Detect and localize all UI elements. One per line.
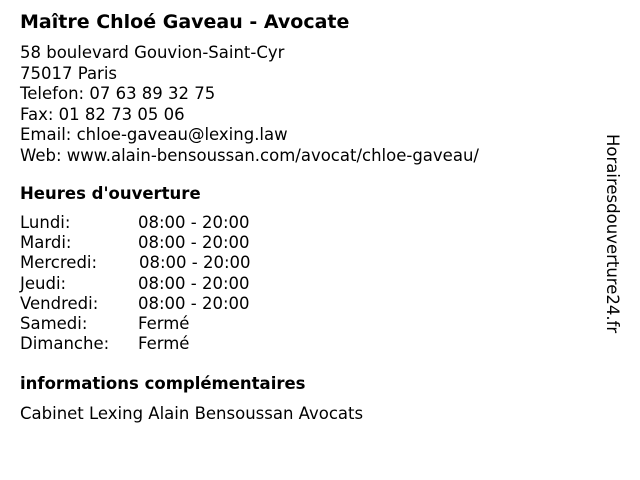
day-label: Jeudi: [20, 273, 67, 293]
street-address: 58 boulevard Gouvion-Saint-Cyr [20, 43, 285, 62]
time-value: 08:00 - 20:00 [138, 233, 250, 253]
phone-number: Telefon: 07 63 89 32 75 [20, 84, 216, 103]
day-label: Mercredi: [20, 253, 98, 273]
site-watermark: Horairesdouverture24.fr [603, 134, 622, 334]
day-label: Samedi: [20, 313, 88, 333]
time-value: Fermé [138, 334, 190, 354]
fax-number: Fax: 01 82 73 05 06 [20, 104, 185, 124]
day-label: Mardi: [20, 233, 72, 253]
additional-info-heading: informations complémentaires [20, 374, 306, 393]
opening-hours-heading: Heures d'ouverture [20, 184, 201, 203]
day-label: Lundi: [20, 213, 71, 232]
day-label: Vendredi: [20, 293, 99, 313]
time-value: 08:00 - 20:00 [138, 273, 250, 293]
city-address: 75017 Paris [20, 63, 118, 83]
time-value: 08:00 - 20:00 [138, 293, 250, 313]
time-value: Fermé [138, 313, 190, 333]
page-title: Maître Chloé Gaveau - Avocate [20, 11, 350, 33]
website-link: Web: www.alain-bensoussan.com/avocat/chloe-gaveau/ [20, 145, 479, 165]
email-address: Email: chloe-gaveau@lexing.law [20, 125, 288, 144]
day-label: Dimanche: [20, 334, 110, 354]
additional-info-text: Cabinet Lexing Alain Bensoussan Avocats [20, 404, 364, 423]
contact-block [20, 43, 479, 166]
time-value: 08:00 - 20:00 [138, 213, 250, 232]
time-value: 08:00 - 20:00 [139, 253, 251, 273]
